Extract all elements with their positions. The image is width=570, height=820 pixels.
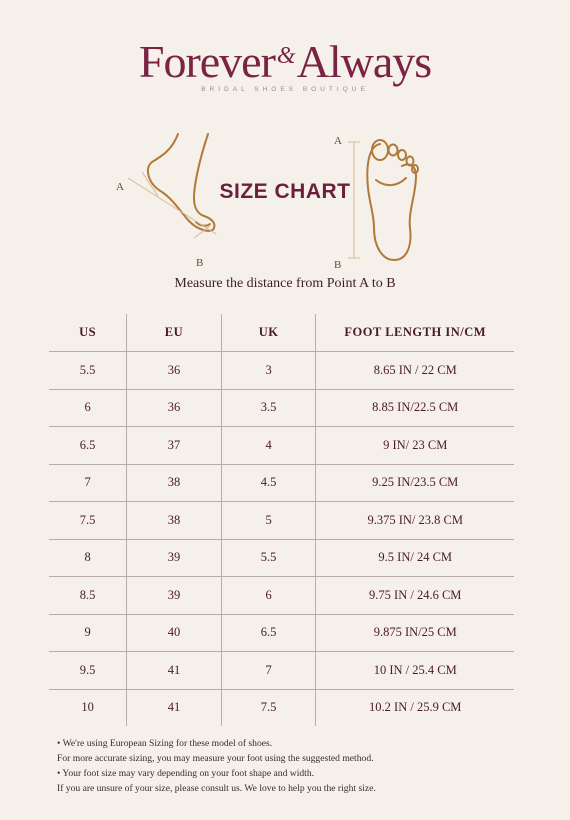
cell-uk: 7	[221, 652, 316, 690]
cell-eu: 36	[127, 352, 222, 390]
cell-uk: 6	[221, 577, 316, 615]
table-header-row	[49, 314, 514, 352]
cell-us: 10	[81, 700, 94, 715]
table-row	[49, 389, 514, 427]
cell-foot-length: 10.2 IN / 25.9 CM	[316, 689, 514, 726]
brand-name-part2: Always	[296, 36, 432, 87]
cell-uk: 3	[221, 352, 316, 390]
cell-us: 8	[49, 539, 127, 577]
brand-name-part1: Forever	[138, 36, 275, 87]
cell-eu: 38	[127, 502, 222, 540]
cell-eu: 41	[127, 652, 222, 690]
size-table	[49, 314, 514, 726]
cell-uk: 4.5	[221, 464, 316, 502]
table-row	[49, 689, 514, 726]
cell-uk: 3.5	[221, 389, 316, 427]
sizing-notes	[57, 736, 527, 796]
cell-foot-length: 8.65 IN / 22 CM	[316, 352, 514, 390]
table-row	[49, 577, 514, 615]
header-uk: UK	[221, 314, 316, 352]
table-row	[49, 539, 514, 577]
cell-foot-length: 9 IN/ 23 CM	[316, 427, 514, 465]
note-line: • Your foot size may vary depending on your foot shape and width.	[57, 768, 315, 779]
cell-eu: 38	[127, 464, 222, 502]
table-row	[49, 464, 514, 502]
note-line: For more accurate sizing, you may measure your foot using the suggested method.	[57, 753, 374, 764]
cell-us: 9	[49, 614, 127, 652]
table-row	[49, 352, 514, 390]
table-row	[49, 427, 514, 465]
brand-ampersand: &	[276, 43, 295, 69]
header-foot-length: FOOT LENGTH IN/CM	[316, 314, 514, 352]
cell-us: 7	[49, 464, 127, 502]
cell-uk: 7.5	[221, 689, 316, 726]
side-label-a: A	[116, 181, 124, 193]
measurement-instruction: Measure the distance from Point A to B	[174, 276, 396, 291]
cell-eu: 39	[127, 577, 222, 615]
cell-foot-length: 9.875 IN/25 CM	[316, 614, 514, 652]
cell-eu: 39	[127, 539, 222, 577]
cell-us: 5.5	[49, 352, 127, 390]
cell-foot-length: 9.5 IN/ 24 CM	[316, 539, 514, 577]
table-row	[49, 502, 514, 540]
cell-us: 6.5	[49, 427, 127, 465]
side-label-b: B	[196, 257, 204, 269]
cell-uk: 6.5	[221, 614, 316, 652]
cell-uk: 4	[221, 427, 316, 465]
cell-uk: 5	[221, 502, 316, 540]
cell-foot-length: 10 IN / 25.4 CM	[316, 652, 514, 690]
cell-eu: 36	[127, 389, 222, 427]
cell-us: 9.5	[49, 652, 127, 690]
header-us: US	[49, 314, 127, 352]
brand-tagline: BRIDAL SHOES BOUTIQUE	[201, 86, 369, 93]
cell-eu: 37	[127, 427, 222, 465]
sole-label-a: A	[334, 135, 342, 147]
cell-eu: 41	[127, 689, 222, 726]
table-row	[49, 652, 514, 690]
brand-name	[0, 30, 570, 88]
cell-us: 7.5	[49, 502, 127, 540]
sole-label-b: B	[334, 259, 342, 270]
size-chart-heading: SIZE CHART	[219, 180, 351, 203]
cell-eu: 40	[127, 614, 222, 652]
brand-logo	[0, 30, 570, 93]
cell-foot-length: 8.85 IN/22.5 CM	[316, 389, 514, 427]
table-row	[49, 614, 514, 652]
note-line: If you are unsure of your size, please consult us. We love to help you the right size.	[57, 783, 376, 794]
header-eu: EU	[127, 314, 222, 352]
cell-foot-length: 9.25 IN/23.5 CM	[316, 464, 514, 502]
cell-foot-length: 9.375 IN/ 23.8 CM	[316, 502, 514, 540]
cell-us: 8.5	[49, 577, 127, 615]
cell-uk: 5.5	[221, 539, 316, 577]
note-line: • We're using European Sizing for these model of shoes.	[57, 738, 273, 749]
cell-us: 6	[49, 389, 127, 427]
cell-foot-length: 9.75 IN / 24.6 CM	[316, 577, 514, 615]
